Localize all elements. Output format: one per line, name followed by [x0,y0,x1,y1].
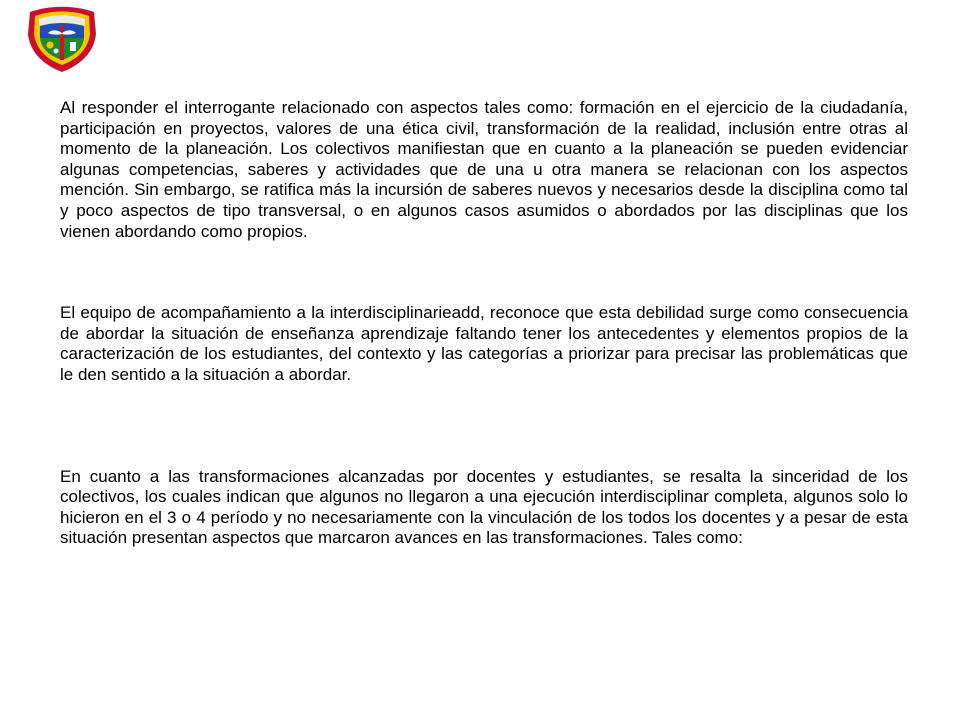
crest-globe [54,49,59,54]
crest-tower [70,42,76,51]
crest-divider [60,26,64,60]
paragraph-planeacion: Al responder el interrogante relacionado con aspectos tales como: formación en el ejercicio de la ciudadanía, participación en proyectos, valores de una ética civil, transformación de la realidad, inclusión entre otras al momento de la planeación. Los colectivos manifiestan que en cuanto a la planeación se pueden evidenciar algunas competencias, saberes y actividades que de una u otra manera se relacionan con los aspectos mención. Sin embargo, se ratifica más la incursión de saberes nuevos y necesarios desde la disciplina como tal y poco aspectos de tipo transversal, o en algunos casos asumidos o abordados por las disciplinas que los vienen abordando como propios. [60,98,908,241]
school-shield-crest-icon [22,4,102,74]
paragraph-transformaciones: En cuanto a las transformaciones alcanzadas por docentes y estudiantes, se resalta la sinceridad de los colectivos, los cuales indican que algunos no llegaron a una ejecución interdisciplinar completa, algunos solo lo hicieron en el 3 o 4 período y no necesariamente con la vinculación de los todos los docentes y a pesar de esta situación presentan aspectos que marcaron avances en las transformaciones. Tales como: [60,466,908,548]
document-body [60,98,908,549]
crest-sun [47,42,54,49]
school-crest-logo [22,4,102,74]
paragraph-acompanamiento: El equipo de acompañamiento a la interdisciplinarieadd, reconoce que esta debilidad surge como consecuencia de abordar la situación de enseñanza aprendizaje faltando tener los antecedentes y elementos propios de la caracterización de los estudiantes, del contexto y las categorías a priorizar para precisar las problemáticas que le den sentido a la situación a abordar. [60,303,908,384]
